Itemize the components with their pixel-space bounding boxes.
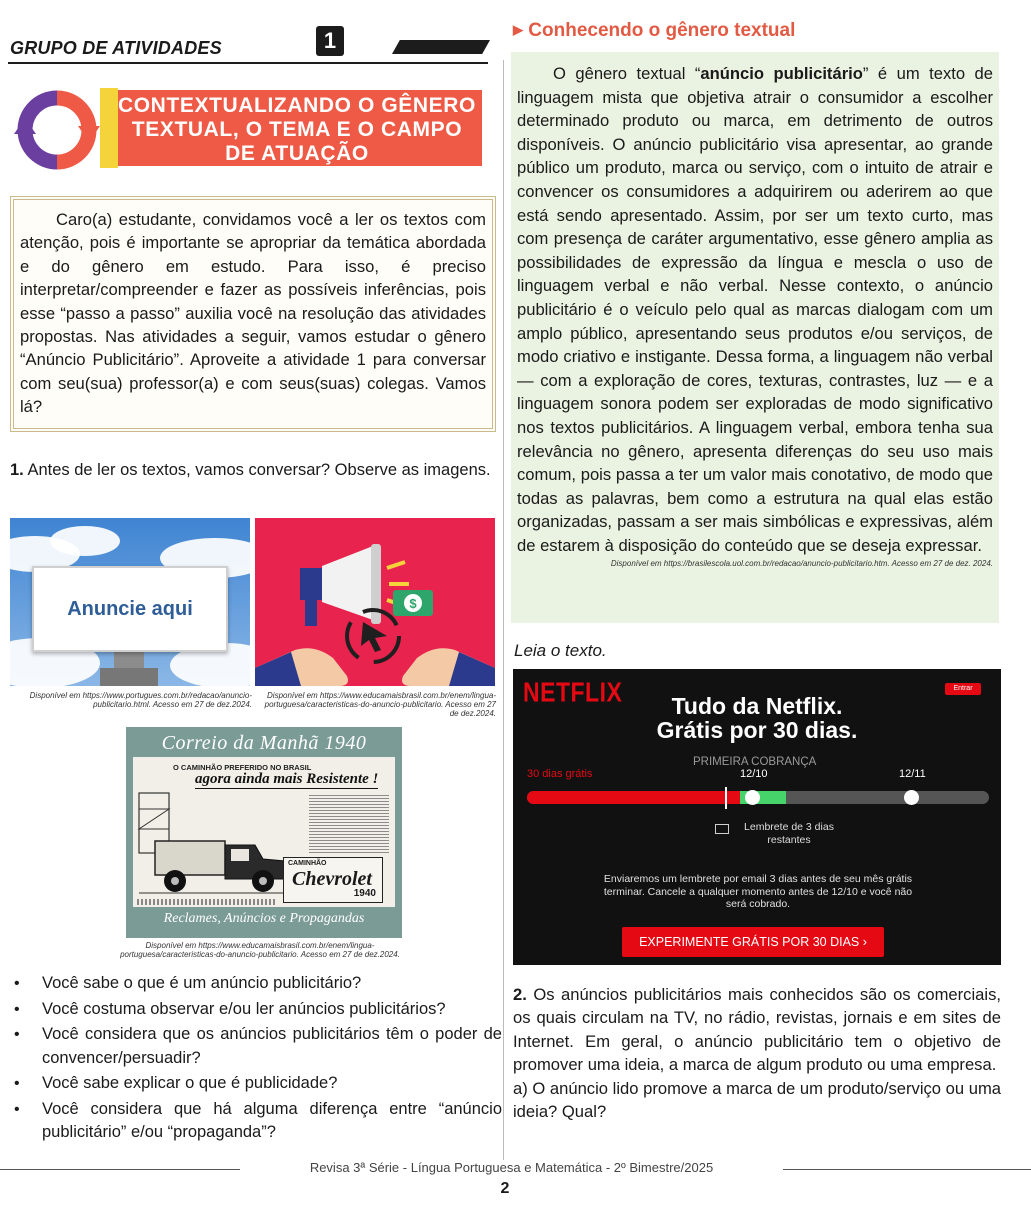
newspaper-source-caption: Disponível em https://www.educamaisbrasil.com.br/enem/lingua-portuguesa/caracteristicas-do-anuncio-publicitario. Acesso em 27 de dez.2024. — [120, 941, 400, 959]
marketing-source-caption: Disponível em https://www.educamaisbrasil.com.br/enem/lingua-portuguesa/caracteristicas-do-anuncio-publicitario. Acesso em 27 de dez.2024. — [264, 691, 496, 718]
list-item: • Você sabe explicar o que é publicidade? — [12, 1072, 502, 1096]
billboard-board — [32, 566, 228, 652]
footer-line — [783, 1169, 1031, 1170]
reminder-text — [739, 821, 839, 847]
genre-text-start: O gênero textual “ — [553, 64, 701, 83]
discussion-questions-list — [12, 972, 502, 1147]
genre-source-caption: Disponível em https://brasilescola.uol.com.br/redacao/anuncio-publicitario.htm. Acesso em 27 de dez. 2024. — [610, 559, 993, 569]
intro-text: Caro(a) estudante, convidamos você a ler os textos com atenção, pois é importante se apropriar da temática abordada e do gênero em estudo. Para isso, é preciso interpretar/compreender e fazer as possíveis inferências, pois esse “passo a passo” auxilia você na resolução das atividades propostas. Nas atividades a seguir, vamos estudar o gênero “Anúncio Publicitário”. Aproveite a atividade 1 para conversar com seu(sua) professor(a) e com seus(suas) colegas. Vamos lá? — [20, 210, 486, 417]
newspaper-brand: Chevrolet — [292, 868, 372, 890]
list-item: • Você considera que os anúncios publicitários têm o poder de convencer/persuadir? — [12, 1023, 502, 1070]
megaphone-icon — [300, 544, 409, 626]
group-header — [0, 22, 495, 70]
list-item: • Você sabe o que é um anúncio publicitário? — [12, 972, 502, 996]
question-2-text: Os anúncios publicitários mais conhecidos são os comerciais, os quais circulam na TV, no rádio, revistas, jornais e em sites de Internet. Em geral, o anúncio publicitário tem o objetivo de promover uma ideia, a marca de algum produto ou uma empresa. — [513, 985, 1001, 1075]
truck-illustration — [135, 789, 305, 907]
column-divider — [503, 60, 504, 1160]
footer-text: Revisa 3ª Série - Língua Portuguesa e Matemática - 2º Bimestre/2025 — [309, 1160, 714, 1175]
question-1 — [10, 459, 498, 483]
question-1-number: 1. — [10, 461, 24, 479]
list-item: • Você costuma observar e/ou ler anúncios publicitários? — [12, 998, 502, 1022]
page-number: 2 — [500, 1180, 510, 1197]
reminder-marker — [725, 787, 727, 809]
netflix-headline-2: Grátis por 30 dias. — [656, 717, 858, 743]
first-charge-label: PRIMEIRA COBRANÇA — [693, 756, 817, 768]
header-underline — [8, 62, 488, 64]
intro-box — [10, 196, 496, 432]
footer-line — [0, 1169, 240, 1170]
netflix-headline-1: Tudo da Netflix. — [671, 693, 843, 719]
billboard-text: Anuncie aqui — [67, 597, 193, 620]
newspaper-headline-small: O CAMINHÃO PREFERIDO NO BRASIL — [173, 763, 312, 772]
newspaper-headline: agora ainda mais Resistente ! — [195, 771, 379, 787]
newspaper-text-column — [309, 793, 389, 853]
hands-icon — [255, 648, 495, 686]
billboard-source-caption: Disponível em https://www.portugues.com.br/redacao/anuncio-publicitario.html. Acesso em 27 de dez.2024. — [29, 691, 252, 709]
newspaper-ad-image — [126, 727, 402, 938]
newspaper-year: 1940 — [353, 888, 376, 899]
cloud — [50, 526, 120, 556]
read-instruction: Leia o texto. — [514, 641, 607, 660]
cycle-arrows-icon — [12, 90, 102, 170]
genre-heading-text: Conhecendo o gênero textual — [528, 20, 796, 41]
netflix-logo: NETFLIX — [523, 676, 623, 708]
arrow-right-icon: ▶ — [513, 22, 523, 37]
newspaper-fine-print — [137, 899, 277, 905]
reminder-line-2: restantes — [767, 834, 811, 846]
banner-line-1: CONTEXTUALIZANDO O GÊNERO — [117, 94, 476, 117]
question-2-number: 2. — [513, 985, 527, 1004]
dollar-bill-icon — [393, 590, 433, 616]
genre-text-rest: ” é um texto de linguagem mista que objetiva atrair o consumidor a escolher determinado produto ou marca, em detrimento de outros disponíveis. O anúncio publicitário visa apresentar, ao grande público um produto, marca ou serviço, com o intuito de atrair e convencer os consumidores a adquirirem ou aderirem ao que está sendo apresentado. Assim, por ser um texto curto, mas com presença de caráter argumentativo, esse gênero amplia as possibilidades de expressão da língua e mescla o uso de linguagem verbal e não verbal. Nesse contexto, o anúncio publicitário é o veículo pelo qual as marcas dialogam com um amplo público, apresentando seus produtos e/ou serviços, de modo criativo e instigante. Dessa forma, a linguagem não verbal — com a exploração de cores, texturas, contrastes, luz — e a linguagem sonora podem ser exploradas de modo significativo nos textos publicitários. A linguagem verbal, embora tenha sua relevância no gênero, apresenta diferenças do seu uso mais comum, pois passa a ter um valor mais conotativo, de modo que todas as palavras, bem como a estrutura na qual elas estão organizadas, passam a ser mais simbólicas e expressivas, além de estarem à disposição do conteúdo que se deseja expressar. — [517, 64, 993, 555]
banner-line-3: DE ATUAÇÃO — [225, 142, 369, 165]
charge-date-1: 12/10 — [740, 768, 768, 780]
reminder-notice: Enviaremos um lembrete por email 3 dias antes de seu mês grátis terminar. Cancele a qualquer momento antes de 12/10 e você não será cobrado. — [603, 873, 913, 910]
group-title: GRUPO DE ATIVIDADES — [10, 38, 222, 58]
newspaper-brand-small: CAMINHÃO — [288, 860, 327, 867]
newspaper-ad-content — [133, 757, 395, 907]
genre-text — [517, 62, 993, 557]
marketing-illustration — [255, 518, 495, 686]
banner-line-2: TEXTUAL, O TEMA E O CAMPO — [131, 118, 463, 141]
question-2 — [513, 983, 1001, 1123]
context-banner-title — [112, 94, 482, 166]
genre-text-bold: anúncio publicitário — [700, 64, 863, 83]
netflix-enter-button[interactable]: Entrar — [945, 683, 981, 695]
reminder-line-1: Lembrete de 3 dias — [744, 821, 834, 833]
context-banner — [12, 88, 492, 168]
timeline-dot — [745, 790, 760, 805]
svg-text:$: $ — [409, 596, 417, 611]
newspaper-title: Correio da Manhã 1940 — [161, 732, 367, 754]
header-black-stripe — [392, 40, 490, 54]
billboard-image — [10, 518, 250, 686]
free-trial-button[interactable]: EXPERIMENTE GRÁTIS POR 30 DIAS › — [622, 927, 884, 957]
megaphone-hands-illustration — [255, 518, 495, 686]
billboard-base — [100, 668, 158, 686]
question-2-item-a: a) O anúncio lido promove a marca de um produto/serviço ou uma ideia? Qual? — [513, 1078, 1001, 1122]
newspaper-brand-box — [283, 857, 383, 903]
group-number-badge: 1 — [316, 26, 344, 56]
trial-label: 30 dias grátis — [527, 768, 593, 780]
mail-icon — [715, 824, 729, 834]
charge-date-2: 12/11 — [899, 768, 926, 780]
question-1-text: Antes de ler os textos, vamos conversar? Observe as imagens. — [27, 461, 491, 479]
list-item: • Você considera que há alguma diferença entre “anúncio publicitário” e/ou “propaganda”? — [12, 1098, 502, 1145]
genre-explanation-box — [511, 52, 999, 623]
newspaper-footer: Reclames, Anúncios e Propagandas — [163, 911, 365, 926]
netflix-ad-image — [513, 669, 1001, 965]
timeline-dot — [904, 790, 919, 805]
genre-section-heading — [513, 20, 795, 42]
trial-progress-red — [527, 791, 740, 804]
